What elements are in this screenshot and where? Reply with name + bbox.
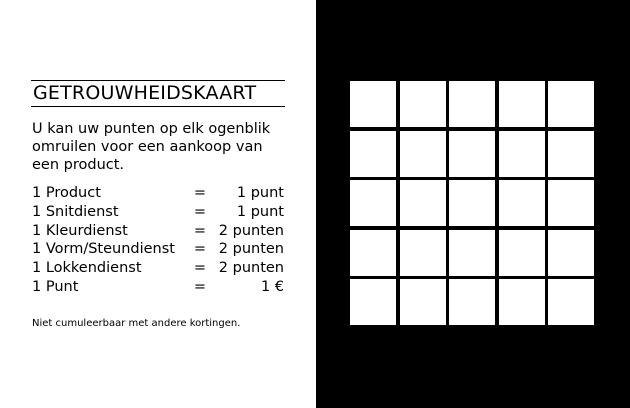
intro-text: U kan uw punten op elk ogenblik omruilen voor een aankoop van een product. xyxy=(32,121,271,173)
stamp-box xyxy=(350,230,396,276)
stamp-box xyxy=(449,131,495,177)
rate-row xyxy=(32,222,284,241)
stamp-box xyxy=(449,180,495,226)
stamp-box xyxy=(548,230,594,276)
stamp-box xyxy=(400,180,446,226)
stamp-box xyxy=(548,180,594,226)
points-table xyxy=(32,184,284,297)
stamp-box xyxy=(499,279,545,325)
rate-row xyxy=(32,203,284,222)
rate-row xyxy=(32,184,284,203)
stamp-box xyxy=(548,131,594,177)
rate-row xyxy=(32,259,284,278)
rate-item: 1 Lokkendienst xyxy=(32,260,142,277)
rate-equals: = xyxy=(193,241,207,258)
stamp-box xyxy=(499,81,545,127)
rate-equals: = xyxy=(193,260,207,277)
stamp-box xyxy=(400,230,446,276)
rate-equals: = xyxy=(193,203,207,220)
stamp-box xyxy=(499,230,545,276)
stamp-box xyxy=(449,230,495,276)
disclaimer-note: Niet cumuleerbaar met andere kortingen. xyxy=(32,318,241,329)
rate-item: 1 Punt xyxy=(32,278,79,295)
stamp-box xyxy=(499,180,545,226)
stamp-grid xyxy=(350,81,594,325)
rate-item: 1 Product xyxy=(32,185,101,201)
rate-row xyxy=(32,240,284,259)
rate-item: 1 Vorm/Steundienst xyxy=(32,241,175,258)
title-bottom-rule xyxy=(31,106,285,107)
stamp-box xyxy=(449,81,495,127)
rate-row xyxy=(32,278,284,297)
stamp-box xyxy=(350,81,396,127)
stamp-box xyxy=(400,131,446,177)
rate-value: 1 punt xyxy=(236,185,284,201)
rate-value: 2 punten xyxy=(218,241,284,258)
rate-equals: = xyxy=(193,185,207,201)
stamp-box xyxy=(548,279,594,325)
rate-value: 2 punten xyxy=(218,222,284,239)
stamp-box xyxy=(400,279,446,325)
stamp-box xyxy=(548,81,594,127)
stamp-box xyxy=(350,279,396,325)
rate-item: 1 Kleurdienst xyxy=(32,222,128,239)
title-block xyxy=(31,80,285,107)
rate-value: 2 punten xyxy=(218,260,284,277)
stamp-box xyxy=(449,279,495,325)
stamp-box xyxy=(350,131,396,177)
stamp-box xyxy=(400,81,446,127)
rate-value: 1 punt xyxy=(236,203,284,220)
stamp-box xyxy=(499,131,545,177)
rate-equals: = xyxy=(193,222,207,239)
stamp-box xyxy=(350,180,396,226)
rate-equals: = xyxy=(193,278,207,295)
rate-item: 1 Snitdienst xyxy=(32,203,119,220)
card-title: GETROUWHEIDSKAART xyxy=(33,82,257,104)
rate-value: 1 € xyxy=(260,278,284,295)
